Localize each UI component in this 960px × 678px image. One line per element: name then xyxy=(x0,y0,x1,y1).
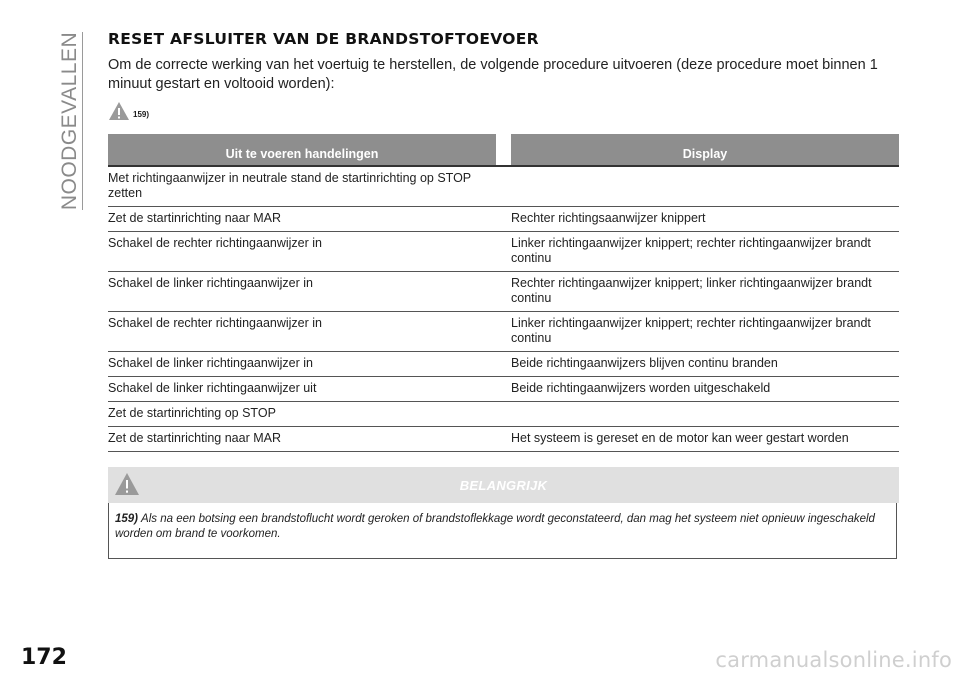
warning-reference xyxy=(108,99,899,121)
column-gap xyxy=(496,207,511,232)
table-row xyxy=(108,207,899,232)
table-cell-action: Schakel de linker richtingaanwijzer in xyxy=(108,352,496,377)
column-gap xyxy=(496,352,511,377)
page-title: RESET AFSLUITER VAN DE BRANDSTOFTOEVOER xyxy=(108,30,539,48)
intro-paragraph: Om de correcte werking van het voertuig te herstellen, de volgende procedure uitvoeren (deze procedure moet binnen 1 minuut gestart en voltooid worden): xyxy=(108,57,878,92)
table-row xyxy=(108,232,899,272)
important-note xyxy=(115,512,896,542)
section-side-tab-label: NOODGEVALLEN xyxy=(58,31,82,211)
table-cell-action: Schakel de rechter richtingaanwijzer in xyxy=(108,232,496,272)
table-cell-display: Linker richtingaanwijzer knippert; rechter richtingaanwijzer brandt continu xyxy=(511,232,899,272)
table-row xyxy=(108,272,899,312)
table-row xyxy=(108,312,899,352)
column-header-display: Display xyxy=(511,134,899,166)
important-note-box xyxy=(108,503,897,559)
page-number: 172 xyxy=(21,645,67,670)
column-gap xyxy=(496,166,511,207)
watermark-text: carmanualsonline.info xyxy=(715,648,952,672)
table-row xyxy=(108,402,899,427)
table-row xyxy=(108,427,899,452)
table-row xyxy=(108,166,899,207)
table-cell-action: Schakel de linker richtingaanwijzer in xyxy=(108,272,496,312)
section-side-tab xyxy=(58,32,82,210)
important-banner xyxy=(108,467,899,503)
column-gap xyxy=(496,427,511,452)
column-gap xyxy=(496,377,511,402)
column-gap xyxy=(496,312,511,352)
table-cell-display: Linker richtingaanwijzer knippert; rechter richtingaanwijzer brandt continu xyxy=(511,312,899,352)
table-row xyxy=(108,377,899,402)
procedure-table xyxy=(108,134,899,452)
table-cell-action: Zet de startinrichting naar MAR xyxy=(108,207,496,232)
table-cell-action: Zet de startinrichting naar MAR xyxy=(108,427,496,452)
warning-reference-number: 159) xyxy=(133,110,150,119)
table-cell-display: Het systeem is gereset en de motor kan weer gestart worden xyxy=(511,427,899,452)
important-note-number: 159) xyxy=(115,513,139,525)
table-cell-display: Beide richtingaanwijzers worden uitgeschakeld xyxy=(511,377,899,402)
column-gap xyxy=(496,402,511,427)
table-cell-display xyxy=(511,166,899,207)
table-cell-action: Schakel de linker richtingaanwijzer uit xyxy=(108,377,496,402)
warning-triangle-icon xyxy=(108,101,130,121)
table-cell-display: Rechter richtingsaanwijzer knippert xyxy=(511,207,899,232)
important-note-text: Als na een botsing een brandstoflucht wordt geroken of brandstoflekkage wordt geconstateerd, dan mag het systeem niet opnieuw ingeschakeld worden om brand te voorkomen. xyxy=(115,513,875,540)
column-header-actions: Uit te voeren handelingen xyxy=(108,134,496,166)
important-label: BELANGRIJK xyxy=(459,477,548,493)
column-gap xyxy=(496,134,511,166)
column-gap xyxy=(496,272,511,312)
table-header-row xyxy=(108,134,899,166)
column-gap xyxy=(496,232,511,272)
table-cell-display: Rechter richtingaanwijzer knippert; linker richtingaanwijzer brandt continu xyxy=(511,272,899,312)
table-cell-action: Zet de startinrichting op STOP xyxy=(108,402,496,427)
table-cell-display xyxy=(511,402,899,427)
table-cell-display: Beide richtingaanwijzers blijven continu branden xyxy=(511,352,899,377)
table-cell-action: Schakel de rechter richtingaanwijzer in xyxy=(108,312,496,352)
table-cell-action: Met richtingaanwijzer in neutrale stand de startinrichting op STOP zetten xyxy=(108,166,496,207)
page-content xyxy=(108,30,899,559)
side-divider xyxy=(82,32,83,210)
table-row xyxy=(108,352,899,377)
warning-triangle-icon xyxy=(114,472,140,496)
